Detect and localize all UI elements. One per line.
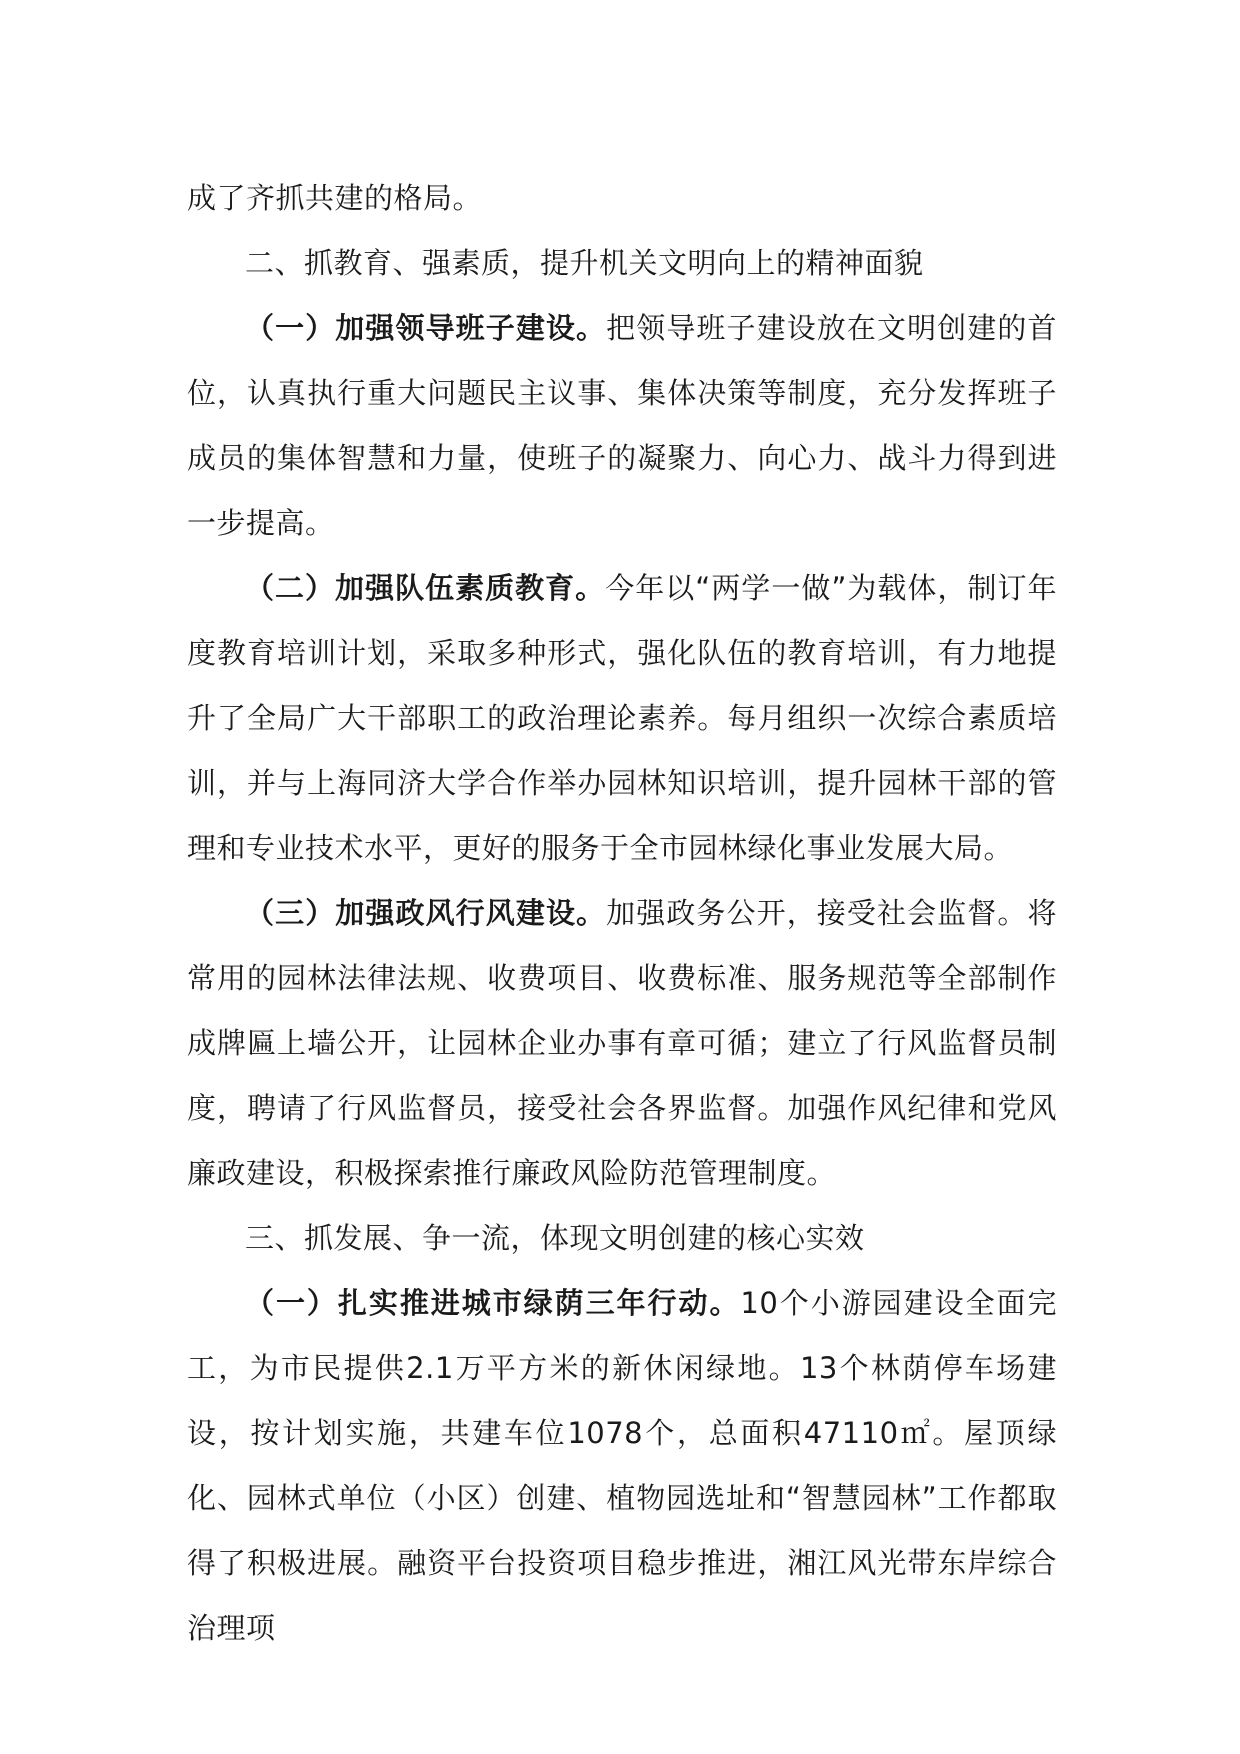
paragraph-heading: （三）加强政风行风建设。 (245, 896, 607, 930)
section-heading-3 (187, 1206, 1057, 1271)
paragraph-continuation (187, 166, 1057, 231)
paragraph-heading: （二）加强队伍素质教育。 (245, 571, 606, 605)
paragraph-text: 加强政务公开，接受社会监督。将常用的园林法律法规、收费项目、收费标准、服务规范等全部制作成牌匾上墙公开，让园林企业办事有章可循；建立了行风监督员制度，聘请了行风监督员，接受社会各界监督。加强作风纪律和党风廉政建设，积极探索推行廉政风险防范管理制度。 (187, 896, 1057, 1190)
paragraph-team-education (187, 556, 1057, 881)
paragraph-text: 今年以“两学一做”为载体，制订年度教育培训计划，采取多种形式，强化队伍的教育培训，有力地提升了全局广大干部职工的政治理论素养。每月组织一次综合素质培训，并与上海同济大学合作举办园林知识培训，提升园林干部的管理和专业技术水平，更好的服务于全市园林绿化事业发展大局。 (187, 571, 1057, 865)
document-page (187, 166, 1057, 1661)
paragraph-text: 成了齐抓共建的格局。 (187, 181, 483, 215)
paragraph-leadership (187, 296, 1057, 556)
paragraph-text: 把领导班子建设放在文明创建的首位，认真执行重大问题民主议事、集体决策等制度，充分发挥班子成员的集体智慧和力量，使班子的凝聚力、向心力、战斗力得到进一步提高。 (187, 311, 1057, 540)
section-heading-2 (187, 231, 1057, 296)
paragraph-heading: （一）扎实推进城市绿荫三年行动。 (245, 1286, 741, 1320)
paragraph-text: 10个小游园建设全面完工，为市民提供2.1万平方米的新休闲绿地。13个林荫停车场建设，按计划实施，共建车位1078个，总面积47110㎡。屋顶绿化、园林式单位（小区）创建、植物园选址和“智慧园林”工作都取得了积极进展。融资平台投资项目稳步推进，湘江风光带东岸综合治理项 (187, 1286, 1057, 1645)
section-heading-text: 三、抓发展、争一流，体现文明创建的核心实效 (245, 1221, 865, 1255)
section-heading-text: 二、抓教育、强素质，提升机关文明向上的精神面貌 (245, 246, 924, 280)
paragraph-heading: （一）加强领导班子建设。 (245, 311, 607, 345)
paragraph-work-style (187, 881, 1057, 1206)
paragraph-green-action (187, 1271, 1057, 1661)
